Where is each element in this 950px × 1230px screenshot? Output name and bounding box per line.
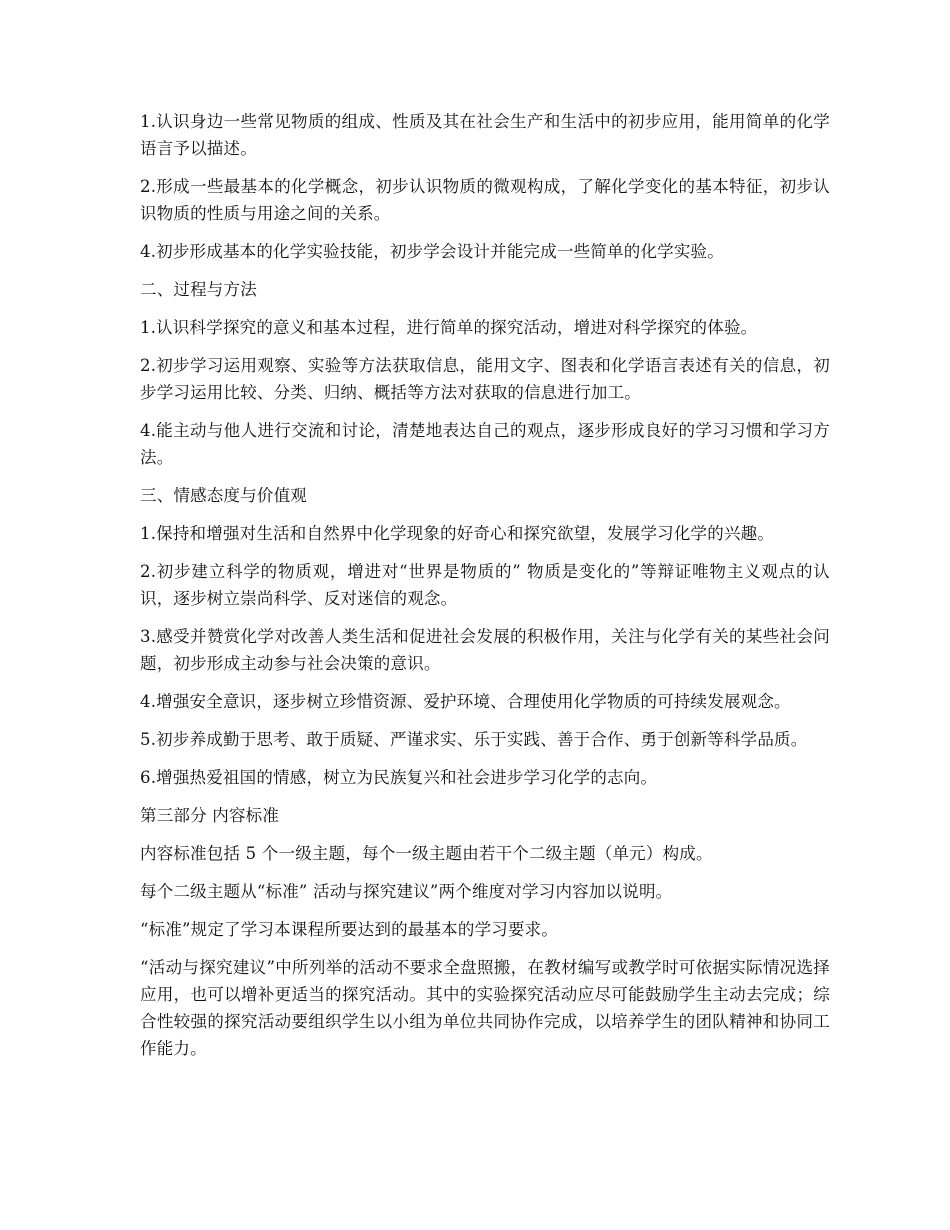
paragraph-attitude-1: 1.保持和增强对生活和自然界中化学现象的好奇心和探究欲望，发展学习化学的兴趣。 (140, 524, 775, 543)
paragraph-process-4: 4.能主动与他人进行交流和讨论，清楚地表达自己的观点，逐步形成良好的学习习惯和学习方法。 (140, 421, 830, 467)
section-heading-process-method: 二、过程与方法 (140, 280, 257, 299)
section-heading-attitude-values: 三、情感态度与价值观 (140, 486, 307, 505)
paragraph-attitude-3: 3.感受并赞赏化学对改善人类生活和促进社会发展的积极作用，关注与化学有关的某些社会问题，初步形成主动参与社会决策的意识。 (140, 627, 830, 673)
paragraph-attitude-2: 2.初步建立科学的物质观，增进对“世界是物质的” 物质是变化的”等辩证唯物主义观点的认识，逐步树立崇尚科学、反对迷信的观念。 (140, 562, 830, 608)
section-heading-content-standards: 第三部分 内容标准 (140, 806, 280, 825)
paragraph-standards-intro: 内容标准包括 5 个一级主题，每个一级主题由若干个二级主题（单元）构成。 (140, 844, 713, 863)
paragraph-activity-suggestions: “活动与探究建议”中所列举的活动不要求全盘照搬，在教材编写或教学时可依据实际情况选择应用，也可以增补更适当的探究活动。其中的实验探究活动应尽可能鼓励学生主动去完成；综合性较强的探究活动要组织学生以小组为单位共同协作完成，以培养学生的团队精神和协同工作能力。 (140, 958, 830, 1058)
paragraph-attitude-5: 5.初步养成勤于思考、敢于质疑、严谨求实、乐于实践、善于合作、勇于创新等科学品质。 (140, 730, 808, 749)
paragraph-attitude-6: 6.增强热爱祖国的情感，树立为民族复兴和社会进步学习化学的志向。 (140, 768, 658, 787)
paragraph-attitude-4: 4.增强安全意识，逐步树立珍惜资源、爱护环境、合理使用化学物质的可持续发展观念。 (140, 692, 791, 711)
document-body (140, 108, 830, 1073)
paragraph-knowledge-4: 4.初步形成基本的化学实验技能，初步学会设计并能完成一些简单的化学实验。 (140, 242, 724, 261)
paragraph-standards-definition: “标准”规定了学习本课程所要达到的最基本的学习要求。 (140, 920, 559, 939)
paragraph-knowledge-2: 2.形成一些最基本的化学概念，初步认识物质的微观构成，了解化学变化的基本特征，初步认识物质的性质与用途之间的关系。 (140, 177, 830, 223)
paragraph-process-2: 2.初步学习运用观察、实验等方法获取信息，能用文字、图表和化学语言表述有关的信息，初步学习运用比较、分类、归纳、概括等方法对获取的信息进行加工。 (140, 356, 830, 402)
paragraph-knowledge-1: 1.认识身边一些常见物质的组成、性质及其在社会生产和生活中的初步应用，能用简单的化学语言予以描述。 (140, 112, 830, 158)
paragraph-process-1: 1.认识科学探究的意义和基本过程，进行简单的探究活动，增进对科学探究的体验。 (140, 318, 758, 337)
paragraph-standards-dimensions: 每个二级主题从“标准” 活动与探究建议”两个维度对学习内容加以说明。 (140, 882, 673, 901)
